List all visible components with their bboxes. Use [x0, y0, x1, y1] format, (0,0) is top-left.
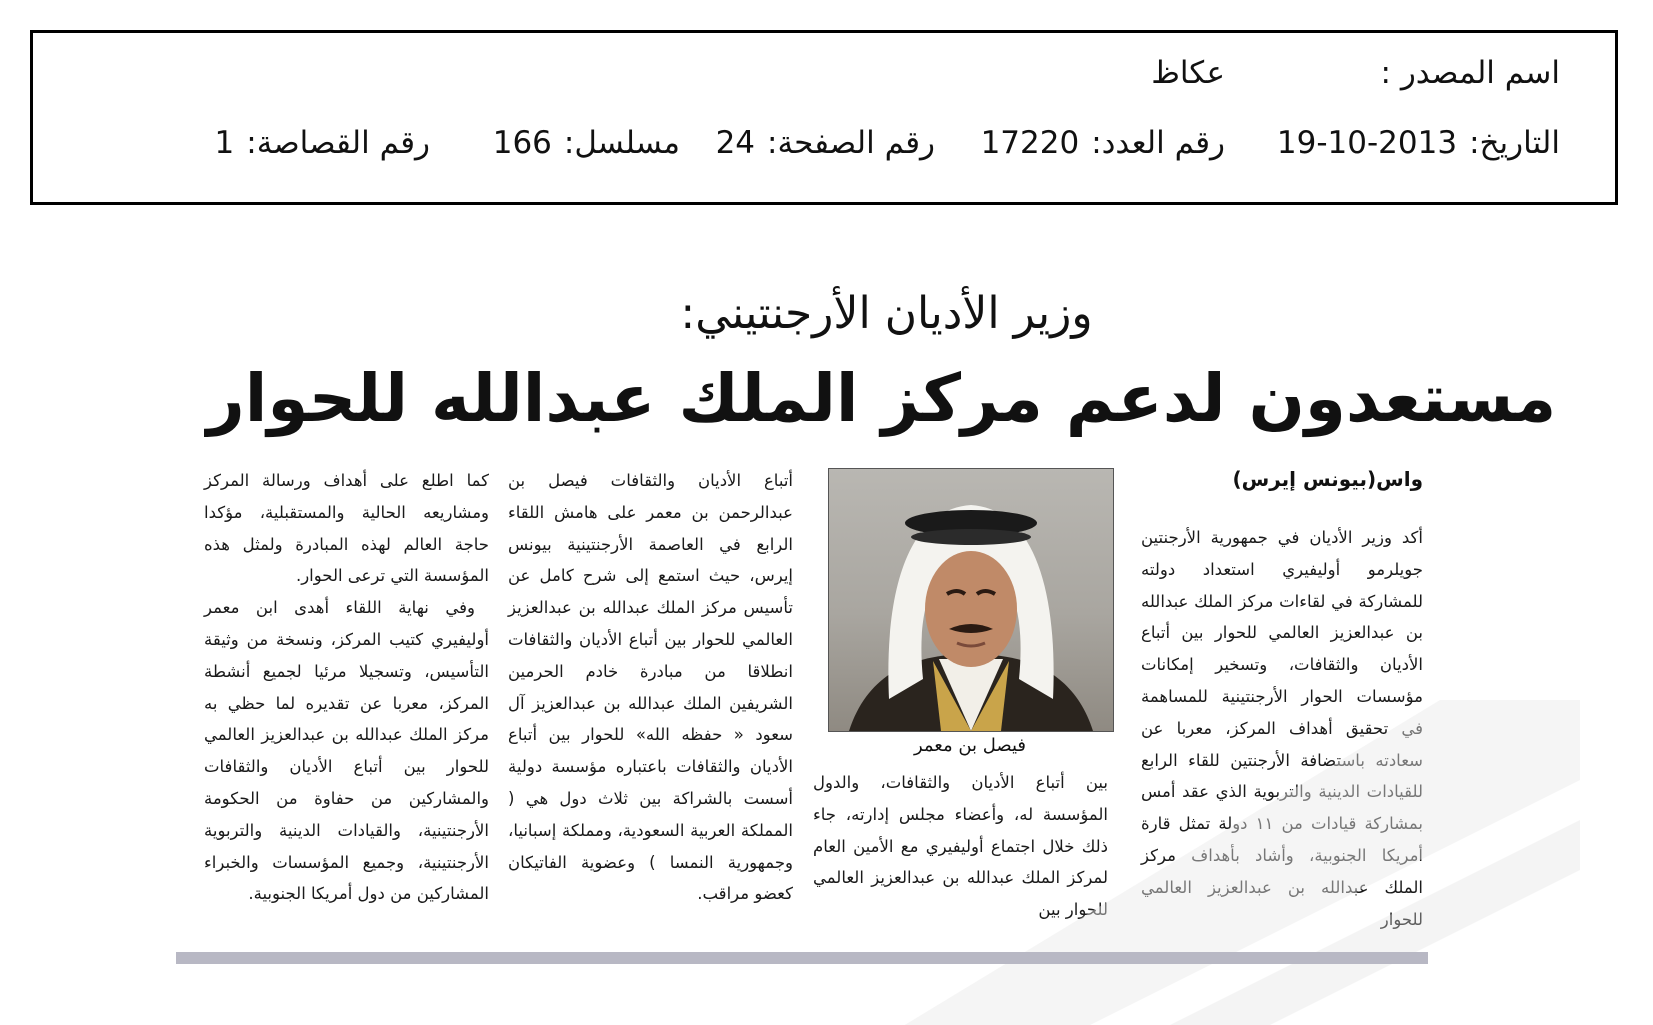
article-byline: واس(بيونس إيرس)	[1232, 467, 1423, 491]
source-value: عكاظ	[1151, 55, 1225, 91]
source-metadata-box	[30, 30, 1618, 205]
column-3-paragraph-2: وفي نهاية اللقاء أهدى ابن معمر أوليفيري كتيب المركز، ونسخة من وثيقة التأسيس، وتسجيلا مرئيا لجميع أنشطة المركز، معربا عن تقديره لما حظي به مركز الملك عبدالله بن عبدالعزيز العالمي للحوار بين أتباع الأديان والثقافات والمشاركين من حفاوة من الحكومة الأرجنتينية، والقيادات الدينية والتربوية الأرجنتينية، وجميع المؤسسات والخبراء المشاركين من دول أمريكا الجنوبية.	[204, 598, 489, 904]
column-3-paragraph-1: كما اطلع على أهداف ورسالة المركز ومشاريعه الحالية والمستقبلية، مؤكدا حاجة العالم لهذه المبادرة ولمثل هذه المؤسسة التي ترعى الحوار.	[204, 471, 489, 586]
page-field	[715, 125, 935, 161]
date-field	[1276, 125, 1560, 161]
clip-value: 1	[214, 125, 235, 161]
source-label: اسم المصدر :	[1380, 55, 1560, 91]
portrait-illustration	[829, 469, 1113, 731]
source-row	[33, 55, 1615, 98]
portrait-photo	[828, 468, 1114, 732]
page-label: رقم الصفحة:	[767, 125, 935, 161]
column-1-paragraph-1: أكد وزير الأديان في جمهورية الأرجنتين جويلرمو أوليفيري استعداد دولته للمشاركة في لقاءات مركز الملك عبدالله بن عبدالعزيز العالمي للحوار بين أتباع الأديان والثقافات، وتسخير إمكانات مؤسسات الحوار الأرجنتينية للمساهمة في تحقيق أهداف المركز، معربا عن سعادته باستضافة الأرجنتين للقاء الرابع للقيادات الدينية والتربوية الذي عقد أمس بمشاركة قيادات من ١١ دولة تمثل قارة أمريكا الجنوبية، وأشاد بأهداف مركز الملك عبدالله بن عبدالعزيز العالمي للحوار	[1141, 528, 1423, 929]
serial-field	[492, 125, 680, 161]
date-value: 2013-10-19	[1276, 125, 1458, 161]
article-column-3	[204, 465, 489, 910]
article-headline: مستعدون لدعم مركز الملك عبدالله للحوار	[206, 360, 1557, 437]
column-2-paragraph-1: أتباع الأديان والثقافات فيصل بن عبدالرحمن بن معمر على هامش اللقاء الرابع في العاصمة الأرجنتينية بيونس إيرس، حيث استمع إلى شرح كامل عن تأسيس مركز الملك عبدالله بن عبدالعزيز العالمي للحوار بين أتباع الأديان والثقافات انطلاقا من مبادرة خادم الحرمين الشريفين الملك عبدالله بن عبدالعزيز آل سعود « حفظه الله» للحوار بين أتباع الأديان والثقافات باعتباره مؤسسة دولية أسست بالشراكة بين ثلاث دول هي ( المملكة العربية السعودية، ومملكة إسبانيا، وجمهورية النمسا ) وعضوية الفاتيكان كعضو مراقب.	[508, 471, 793, 904]
bottom-rule	[176, 952, 1428, 964]
photo-caption: فيصل بن معمر	[913, 735, 1027, 756]
article-column-under-photo	[813, 767, 1108, 926]
article-column-1	[1141, 522, 1423, 935]
issue-label: رقم العدد:	[1091, 125, 1225, 161]
clip-field	[214, 125, 430, 161]
clip-label: رقم القصاصة:	[246, 125, 430, 161]
issue-field	[980, 125, 1225, 161]
column-under-photo-paragraph-1: بين أتباع الأديان والثقافات، والدول المؤسسة له، وأعضاء مجلس إدارته، جاء ذلك خلال اجتماع أوليفيري مع الأمين العام لمركز الملك عبدالله بن عبدالعزيز العالمي للحوار بين	[813, 773, 1108, 920]
issue-value: 17220	[980, 125, 1080, 161]
article-column-2	[508, 465, 793, 910]
date-label: التاريخ:	[1469, 125, 1560, 161]
serial-value: 166	[492, 125, 552, 161]
details-row	[33, 125, 1615, 168]
article-kicker: وزير الأديان الأرجنتيني:	[680, 288, 1093, 339]
page-value: 24	[715, 125, 756, 161]
serial-label: مسلسل:	[563, 125, 680, 161]
